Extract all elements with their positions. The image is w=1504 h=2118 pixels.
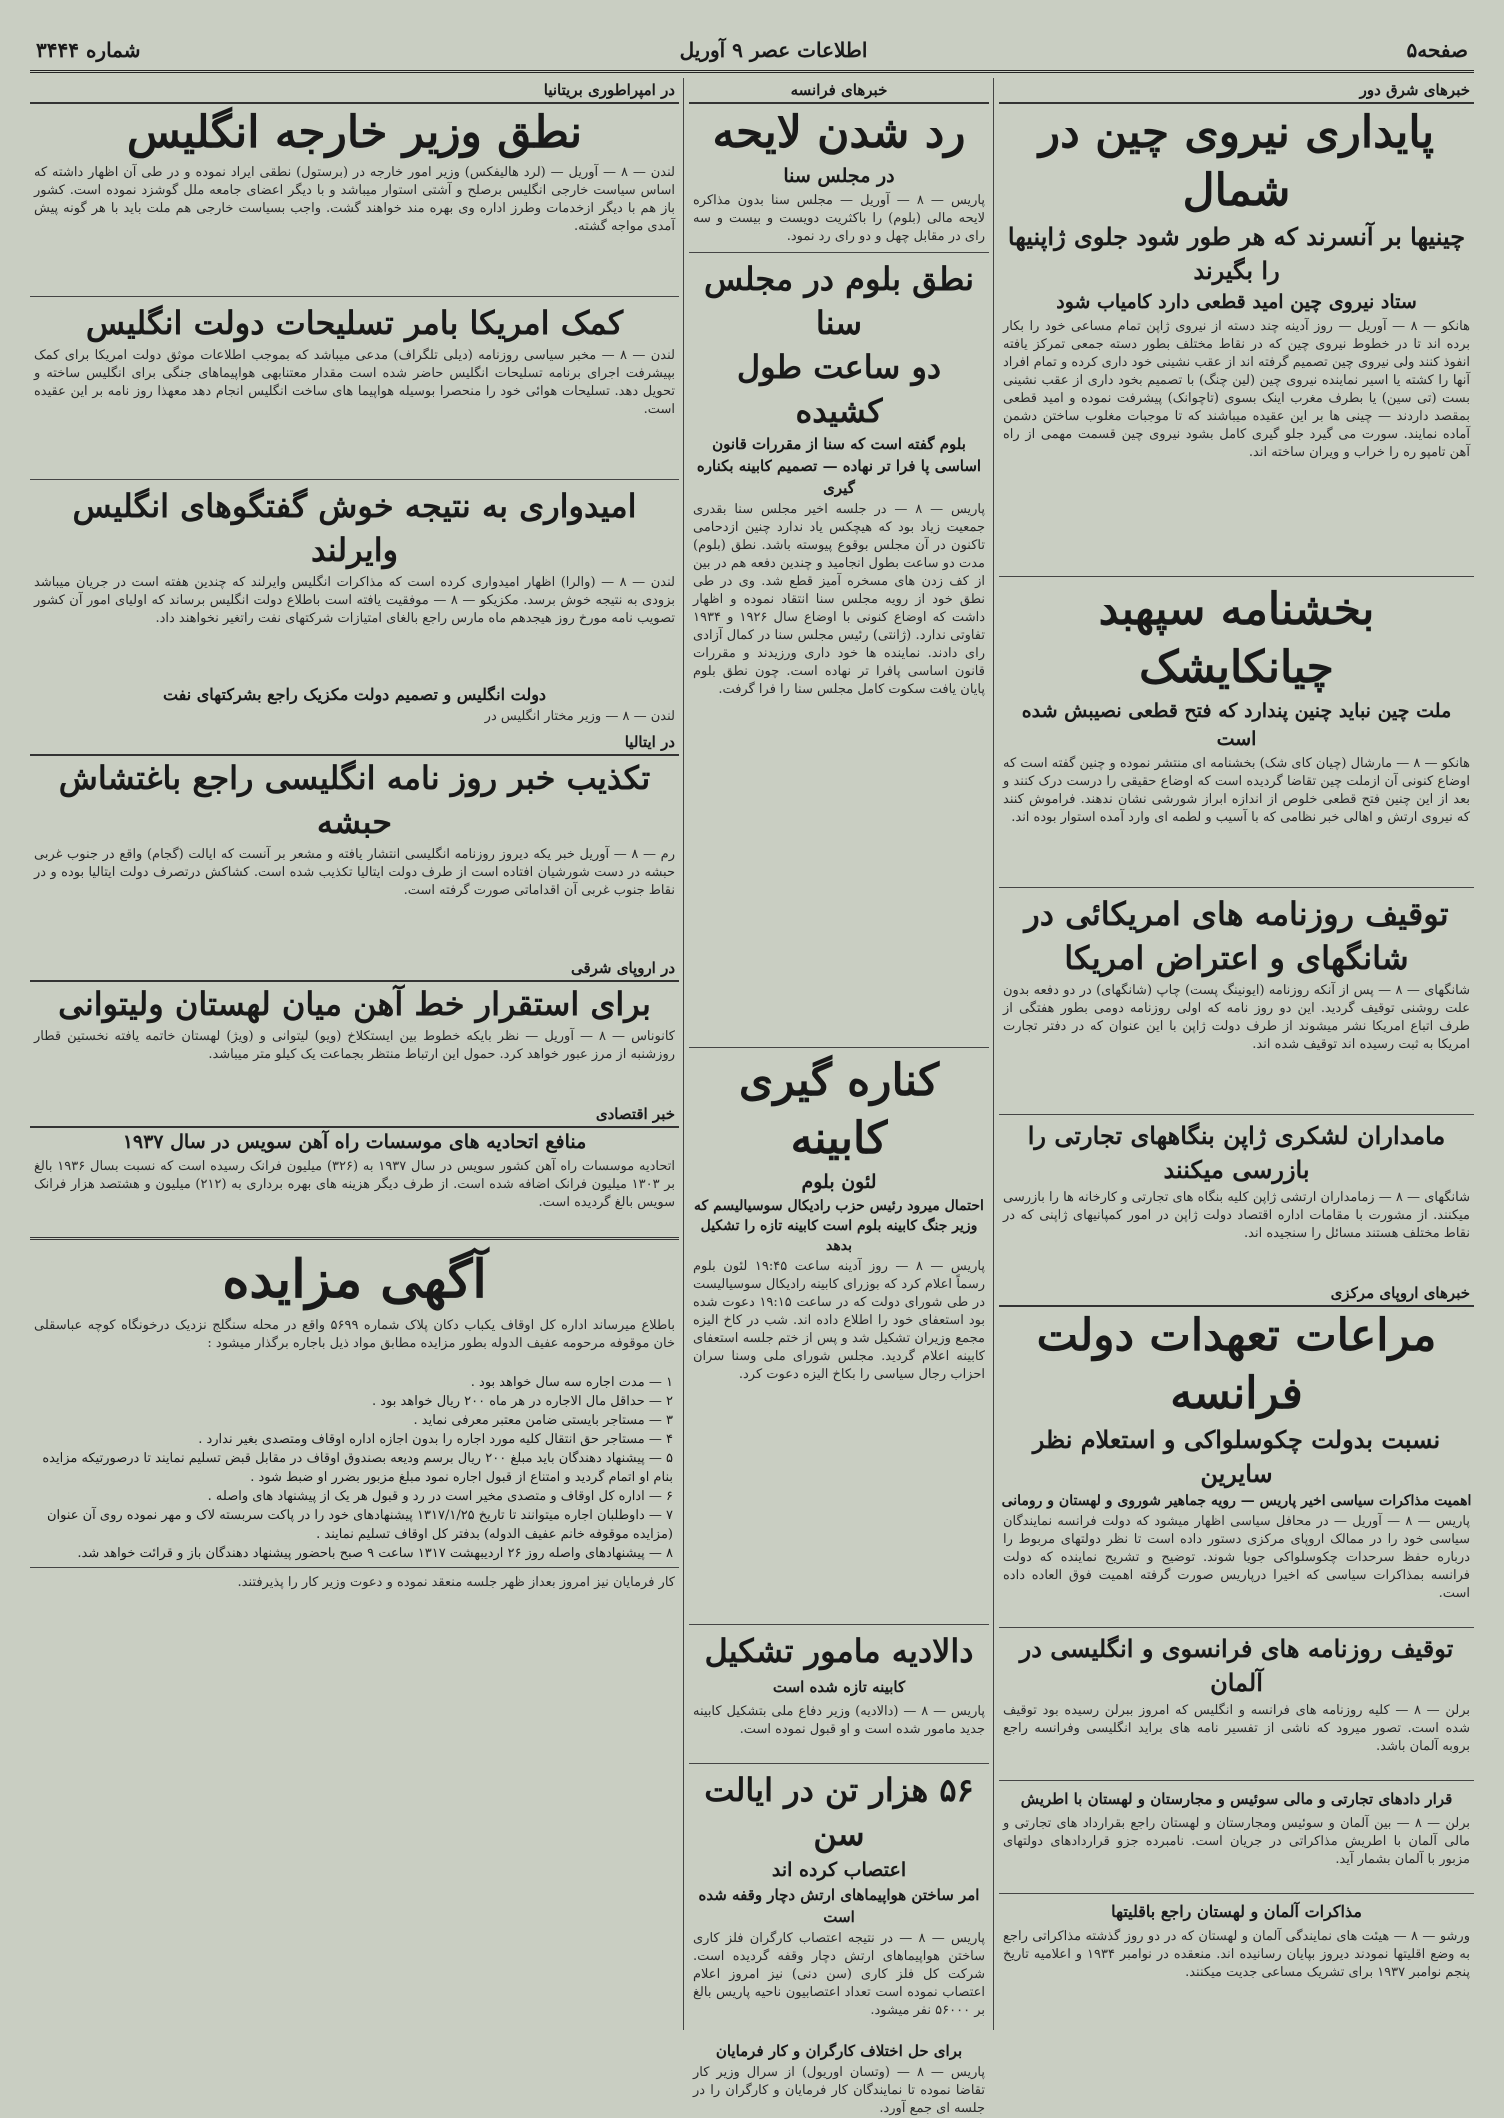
divider [30,1237,679,1240]
notice-item: ۴ — مستاجر حق انتقال کلیه مورد اجاره را بدون اجازه اداره اوقاف ومتصدی بغیر ندارد . [198,1432,673,1447]
subheadline: ملت چین نباید چنین پندارد که فتح قطعی نصیبش شده است [1021,700,1452,750]
subheadline: چینیها بر آنسرند که هر طور شود جلوی ژاپنیها را بگیرند [1007,222,1466,285]
headline: نطق بلوم در مجلس سنا [704,260,974,342]
divider [689,1763,989,1764]
divider [30,1567,679,1568]
section-header: خبرهای اروپای مرکزی [999,1281,1474,1307]
divider [999,1780,1474,1781]
subheadline: در مجلس سنا [783,165,895,187]
headline: منافع اتحادیه های موسسات راه آهن سویس در سال ۱۹۳۷ [122,1131,587,1153]
article-body: پاریس — ۸ — در نتیجه اعتصاب کارگران فلز کاری ساختن هواپیماهای ارتش دچار وقفه گردیده است. شرکت کل فلز کاری (سن دنی) نیز امروز اعلام اعتصاب نموده است تعداد اعتصابیون ناحیه پاریس بالغ بر ۵۶۰۰۰ نفر میشود. [693,1931,985,2018]
headline: تکذیب خبر روز نامه انگلیسی راجع باغتشاش حبشه [58,759,651,841]
notice-item: ۶ — اداره کل اوقاف و متصدی مخیر است در رد و قبول هر یک از پیشنهاد های واصله . [207,1489,673,1504]
auction-notice [30,1245,679,1612]
article-body: برلن — ۸ — کلیه روزنامه های فرانسه و انگلیس که امروز ببرلن رسیده بود توقیف شده است. تصور میرود که ناشی از تفسیر نامه های براید انگلیسی وفرانسه راجع بروبه آلمان باشد. [1003,1703,1470,1754]
subheadline: نسبت بدولت چکوسلواکی و استعلام نظر سایرین [1032,1425,1441,1488]
page-label: صفحه۵ [1406,38,1468,62]
subheadline: لئون بلوم [801,1171,877,1193]
article-body: پاریس — ۸ — (دالادیه) وزیر دفاع ملی بتشکیل کابینه جدید مامور شده است و او قبول نموده است. [693,1704,985,1737]
subheadline: احتمال میرود رئیس حزب رادیکال سوسیالیسم که وزیر جنگ کابینه بلوم است کابینه تازه را تشکیل بدهد [694,1198,984,1254]
divider [30,296,679,297]
divider [999,576,1474,577]
column-rule [993,78,994,2030]
divider [999,1114,1474,1115]
divider [999,1627,1474,1628]
headline: مامداران لشکری ژاپن بنگاههای تجارتی را بازرسی میکنند [1027,1121,1446,1184]
section-header: خبر اقتصادی [30,1102,679,1128]
column-rule [683,78,684,2030]
section-header: در ایتالیا [30,730,679,756]
subheadline: دولت انگلیس و تصمیم دولت مکزیک راجع بشرکتهای نفت [162,685,547,704]
column-britain [30,78,679,2030]
article-body: لندن — ۸ — مخبر سیاسی روزنامه (دیلی تلگراف) مدعی میباشد که بموجب اطلاعات موثق دولت امریکا برای کمک بپیشرفت اجرای برنامه تسلیحات انگلیس حاضر شده است مقدار معتنابهی هواپیماهای جنگی برای انگلیس ساخته و تحویل دهد. تسلیحات هوائی خود را منحصرا بوسیله هواپیما های ساخت انگلیس انجام دهد معهذا روز نامه بر این عقیده است. [34,348,675,417]
divider [689,1624,989,1625]
article-body: لندن — ۸ — وزیر مختار انگلیس در [484,709,675,724]
headline: پایداری نیروی چین در شمال [1038,107,1435,216]
article-body: پاریس — ۸ — (وتسان اوریول) از سرال وزیر کار تقاضا نموده تا نمایندگان کار فرمایان و کارگران را در جلسه ای جمع آورد. [693,2065,985,2116]
section-header: خبرهای شرق دور [999,78,1474,104]
article-body: هانکو — ۸ — آوریل — روز آدینه چند دسته از نیروی ژاپن تمام مساعی خود را بکار برده اند تا در خطوط نیروی چین که در نقاط مختلف بطور دسته جمعی تمرکز یافته انفوذ کنند ولی نیروی چین تصمیم گرفته اند از عقب نشینی خود داری کرده و تمام افراد آنها را کشته یا اسیر نماینده نیروی چین (لین چنگ) با تصمیم بخود داری از عقب نشینی بست (تی سین) یا بطرف مغرب اینک بسوی (تاچوانک) پیشرفت نموده و امید قطعی بمقصد داردند — چینی ها بر این عقیده میباشند که تا موجبات مغلوب ساختن دشمن آماده نمایند. سورت می گیرد جلو گیری کامل بشود نیروی چین قسمت مهمی از راه آهن تامپو ره را خراب و ویران ساخته اند. [1003,319,1470,460]
divider [30,479,679,480]
notice-intro: باطلاع میرساند اداره کل اوقاف یکباب دکان پلاک شماره ۵۶۹۹ واقع در محله سنگلج نزدیک درخونگاه کوچه عباسقلی خان موقوفه مرحومه عفیف الدوله بطور مزایده مطابق مواد ذیل باجاره برگذار میشود : [34,1318,675,1351]
article-body: لندن — ۸ — آوریل — (لرد هالیفکس) وزیر امور خارجه در (برستول) نطقی ایراد نموده و در طی آن اظهار داشته که اساس سیاست خارجی انگلیس برصلح و آشتی استوار میباشد و با دیگر اعضای جامعه ملل گوشزد نموده است. کشور باز هم با دیگر ازخدمات وطرز اداره وی بهره مند خواهند گشت. واجب بسیاست خارجی هم ملت باید با هر گونه پیش آمدی مواجه گشته. [34,165,675,234]
headline: کمک امریکا بامر تسلیحات دولت انگلیس [85,304,624,342]
subheadline: ستاد نیروی چین امید قطعی دارد کامیاب شود [1056,291,1417,313]
headline: مذاکرات آلمان و لهستان راجع باقلیتها [1111,1902,1362,1921]
article-body: رم — ۸ — آوریل خبر یکه دیروز روزنامه انگلیسی انتشار یافته و مشعر بر آنست که ایالت (گجام) واقع در جنوب غربی حبشه در دست شورشیان افتاده است از طرف دولت ایتالیا تکذیب شده است. کشاکش درتصرف دولت ایتالیا بوده و در نقاط جنوب غربی آن اقداماتی صورت گرفته است. [34,847,675,898]
subheadline: اهمیت مذاکرات سیاسی اخیر پاریس — رویه جماهیر شوروی و لهستان و رومانی [1001,1493,1472,1509]
column-far-east [999,78,1474,2030]
subheadline: کابینه تازه شده است [772,1678,906,1696]
issue-number: شماره ۳۴۴۴ [36,38,141,62]
headline: امیدواری به نتیجه خوش گفتگوهای انگلیس وایرلند [72,487,637,569]
notice-item: ۲ — حداقل مال الاجاره در هر ماه ۲۰۰ ریال خواهد بود . [372,1394,673,1409]
newspaper-page [30,30,1474,2116]
section-header: در اروپای شرقی [30,956,679,982]
article-body: پاریس — ۸ — روز آدینه ساعت ۱۹:۴۵ لئون بلوم رسماً اعلام کرد که بوزرای کابینه رادیکال سوسیالیست در طی شورای دولت که در ساعت ۱۹:۱۵ دعوت شده بود استعفای خود را اطلاع داده اند. شب در کاخ الیزه مجمع وزیران تشکیل شد و پس از ختم جلسه استعفای کابینه اعلام گردید. مجلس شورای ملی وسنا سران احزاب رجال سیاسی را بکاخ الیزه دعوت کرد. [693,1259,985,1382]
headline: قرار دادهای تجارتی و مالی سوئیس و مجارستان و لهستان با اطریش [1020,1790,1453,1808]
article-body: کار فرمایان نیز امروز بعداز ظهر جلسه منعقد نموده و دعوت وزیر کار را پذیرفتند. [237,1575,675,1590]
notice-item: ۸ — پیشنهادهای واصله روز ۲۶ اردیبهشت ۱۳۱۷ ساعت ۹ صبح باحضور پیشنهاد دهندگان باز و قرائت خواهد شد. [77,1546,673,1561]
article-body: برلن — ۸ — بین آلمان و سوئیس ومجارستان و لهستان راجع بقرارداد های تجارتی و مالی آلمان با اطریش مذاکراتی در جریان است. نامبرده جزو قراردادهای دولتهای مزبور با آلمان بشمار آید. [1003,1816,1470,1867]
headline: ۵۶ هزار تن در ایالت سن [704,1771,974,1853]
headline: آگهی مزایده [222,1249,487,1310]
subheadline: برای حل اختلاف کارگران و کار فرمایان [715,2042,963,2060]
notice-item: ۵ — پیشنهاد دهندگان باید مبلغ ۲۰۰ ریال برسم ودیعه بصندوق اوقاف در مقابل قبض تسلیم نمایند تا درصورتیکه مزایده بنام او اتمام گردید و امتناع از قبول اجاره نمود مبلغ مزبور بضرر او ضبط شود . [42,1451,673,1485]
divider [999,887,1474,888]
article-body: پاریس — ۸ — در جلسه اخیر مجلس سنا بقدری جمعیت زیاد بود که هیچکس یاد ندارد چنین ازدحامی تاکنون در آن مجلس بوقوع پیوسته باشد. نطق (بلوم) مدت دو ساعت بطول انجامید و چندین دفعه هم در بین از کف زدن های مسخره آمیز قطع شد. وی در طی نطق خود از رویه مجلس سنا انتقاد نموده و اظهار داشت که اوضاع کنونی با اوضاع سال ۱۹۲۶ و ۱۹۳۴ تفاوتی ندارد. (ژانتی) رئیس مجلس سنا در کمال آزادی رای دادند. نماینده ها خود داری ورزیدند و مقررات قانون اساسی پافرا تر نهاده است. چون نطق بلوم پایان یافت سکوت کامل مجلس سنا را فرا گرفت. [693,502,985,697]
masthead [30,30,1474,73]
article-body: ورشو — ۸ — هیئت های نمایندگی آلمان و لهستان که در دو روز گذشته مذاکراتی راجع به وضع اقلیتها نمودند دیروز بپایان رسانیده اند. منعقده در نوامبر ۱۹۳۴ و اعلامیه تاریخ پنجم نوامبر ۱۹۳۷ برای تشریک مساعی جدیت میکنند. [1003,1929,1470,1980]
headline: توقیف روزنامه های امریکائی در شانگهای و اعتراض امریکا [1024,895,1449,977]
subheadline: امر ساختن هواپیماهای ارتش دچار وقفه شده است [698,1886,980,1926]
article-body: لندن — ۸ — (والرا) اظهار امیدواری کرده است که مذاکرات انگلیس وایرلند که چندین هفته است در جریان میباشد بزودی به نتیجه خوش برسد. مکزیکو — ۸ — موفقیت یافته است باطلاع دولت انگلیس برساند که اولیای امور آن کشور تصویب نامه مورخ روز هیجدهم ماه مارس راجع بالغای امتیازات شرکتهای نفت راتغیر نخواهند داد. [34,575,676,626]
headline: کناره گیری کابینه [738,1055,940,1164]
section-header: خبرهای فرانسه [689,78,989,104]
article-body: هانکو — ۸ — مارشال (چیان کای شک) بخشنامه ای منتشر نموده و چنین گفته است که اوضاع کنونی آن ازملت چین تقاضا گردیده است که اوضاع حقیقی را درست درک کنند و بعد از این چنین فتح قطعی خلوص از اندازه ابراز شورشی نشان ندهند. فراموش کنند که نیروی ارتش و اهالی خبر نظامی که با آسیب و لطمه ای وارد آمده استوار بوده اند. [1003,756,1470,825]
section-header: در امپراطوری بریتانیا [30,78,679,104]
divider [689,1047,989,1048]
divider [999,1893,1474,1894]
notice-item: ۷ — داوطلبان اجاره میتوانند تا تاریخ ۱۳۱۷/۱/۲۵ پیشنهادهای خود را در پاکت سربسته لاک و مهر نموده روی آن عنوان (مزایده موقوفه خانم عفیف الدوله) بدفتر کل اوقاف تسلیم نمایند . [46,1508,673,1542]
headline: رد شدن لایحه [712,107,966,158]
article-body: اتحادیه موسسات راه آهن کشور سویس در سال ۱۹۳۷ به (۳۲۶) میلیون فرانک رسیده است که نسبت بسال ۱۹۳۶ بالغ بر ۱۳۰۳ میلیون فرانک اضافه شده است. از طرف دیگر هزینه های بهره برداری به (۲۱۲) میلیون و هشتصد هزار فرانک سویس بالغ گردیده است. [34,1159,675,1210]
headline: برای استقرار خط آهن میان لهستان ولیتوانی [58,985,651,1023]
article-body: شانگهای — ۸ — زمامداران ارتشی ژاپن کلیه بنگاه های تجارتی و کارخانه ها را بازرسی میکنند. از مشورت با مقامات اداره اقتصاد دولت ژاپن در امور کمپانیهای ژاپنی که در نقاط مختلف هستند مسائل را سنجیده اند. [1003,1190,1470,1241]
headline: مراعات تعهدات دولت فرانسه [1036,1310,1437,1419]
article-body: پاریس — ۸ — آوریل — در محافل سیاسی اظهار میشود که دولت فرانسه نمایندگان سیاسی خود را در ممالک اروپای مرکزی دستور داده است تا نظر دولتهای مربوط را درباره حفظ سرحدات چکوسلواکی جویا شوند. توضیح و تشریح نماینده که دولت فرانسه بمذاکرات سیاسی که اخیرا درپاریس صورت گرفته اهمیت فوق العاده داده است. [1003,1514,1470,1601]
article-body: پاریس — ۸ — آوریل — مجلس سنا بدون مذاکره لایحه مالی (بلوم) را باکثریت دویست و بیست و سه رای در مقابل چهل و دو رای رد نمود. [693,193,985,244]
subheadline: اعتصاب کرده اند [771,1859,907,1881]
article-body: شانگهای — ۸ — پس از آنکه روزنامه (ایونینگ پست) چاپ (شانگهای) در دو دفعه بدون علت روشنی توقیف گردید. این دو روز نامه که اولی روزنامه دومی بطور هفتگی از طرف اتباع امریکا نشر میشوند از طرف دولت ژاپن با این عنوان که در دفتر تجارت امریکا به ثبت رسیده اند توقیف شده اند. [1003,983,1471,1052]
subheadline: دو ساعت طول کشیده [736,348,942,430]
headline: توقیف روزنامه های فرانسوی و انگلیسی در آلمان [1019,1634,1454,1697]
article-body: کانوناس — ۸ — آوریل — نظر بایکه خطوط بین ایستکلاخ (ویو) لیتوانی و (ویژ) لهستان خاتمه یافته نخستین قطار روزشنبه از مرز عبور خواهد کرد. حمول این ارتباط منتظر بجماعت یک کیلو متر میباشد. [34,1029,675,1062]
paper-title: اطلاعات عصر ۹ آوریل [679,38,868,62]
notice-item: ۱ — مدت اجاره سه سال خواهد بود . [470,1375,673,1390]
headline: بخشنامه سپهبد چیانکایشک [1098,584,1375,693]
subheadline: بلوم گفته است که سنا از مقررات قانون اساسی پا فرا تر نهاده — تصمیم کابینه بکناره گیری [696,435,982,497]
headline: دالادیه مامور تشکیل [704,1632,974,1670]
divider [689,252,989,253]
headline: نطق وزیر خارجه انگلیس [126,107,583,158]
notice-item: ۳ — مستاجر بایستی ضامن معتبر معرفی نماید . [413,1413,673,1428]
column-france [689,78,989,2116]
